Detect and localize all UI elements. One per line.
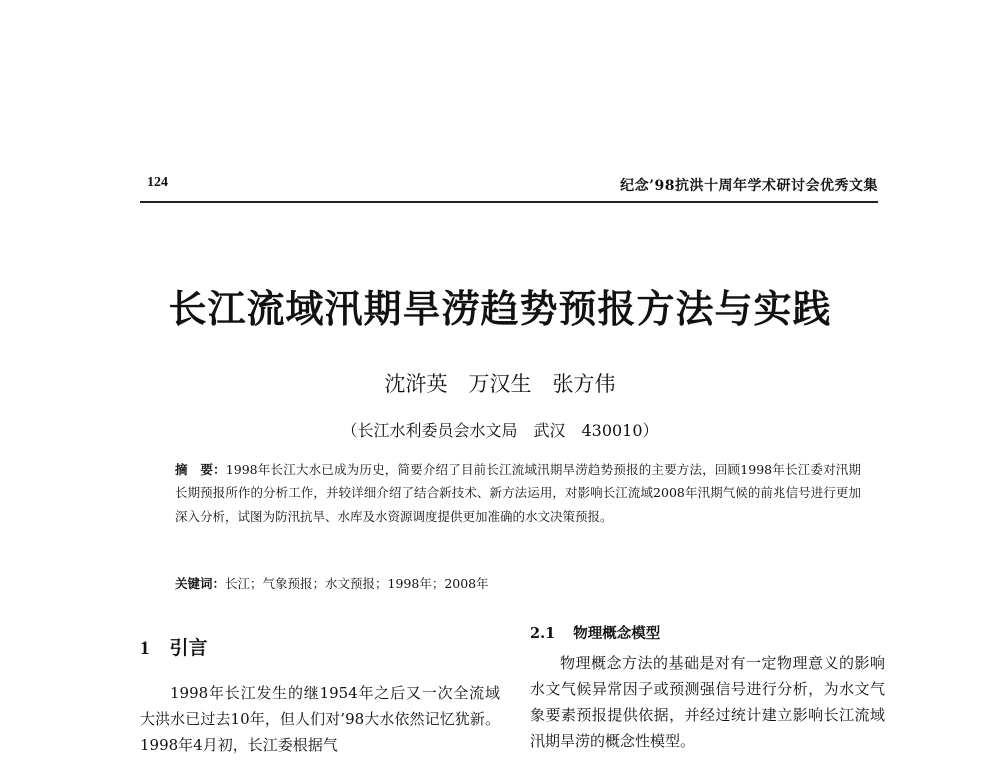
section-1-paragraph: 1998年长江发生的继1954年之后又一次全流域大洪水已过去10年，但人们对’98大水依然记忆犹新。1998年4月初，长江委根据气 — [140, 684, 500, 754]
keywords-label: 关键词： — [175, 576, 226, 591]
subsection-title: 物理概念模型 — [573, 625, 661, 642]
authors: 沈浒英 万汉生 张方伟 — [384, 372, 616, 396]
header-rule — [140, 201, 878, 203]
subsection-number: 2.1 — [530, 625, 556, 642]
section-title: 引言 — [169, 637, 208, 659]
abstract-text: 1998年长江大水已成为历史，简要介绍了目前长江流域汛期旱涝趋势预报的主要方法，回顾1998年长江委对汛期长期预报所作的分析工作，并较详细介绍了结合新技术、新方法运用，对影响长江流域2008年汛期气候的前兆信号进行更加深入分析，试图为防汛抗旱、水库及水资源调度提供更加准确的水文决策预报。 — [175, 462, 861, 524]
abstract — [175, 458, 861, 528]
keywords — [175, 574, 489, 592]
section-number: 1 — [140, 638, 150, 659]
running-title: 纪念’98抗洪十周年学术研讨会优秀文集 — [620, 178, 878, 194]
section-1-heading — [140, 633, 208, 660]
affiliation: （长江水利委员会水文局 武汉 430010） — [341, 421, 659, 440]
page-number: 124 — [147, 175, 168, 190]
keywords-text: 长江；气象预报；水文预报；1998年；2008年 — [225, 576, 489, 591]
article-title: 长江流域汛期旱涝趋势预报方法与实践 — [168, 287, 832, 331]
abstract-label: 摘 要： — [175, 462, 226, 477]
subsection-2-1-paragraph: 物理概念方法的基础是对有一定物理意义的影响水文气候异常因子或预测强信号进行分析，为水文气象要素预报提供依据，并经过统计建立影响长江流域汛期旱涝的概念性模型。 — [530, 654, 885, 750]
subsection-2-1-heading — [530, 622, 660, 643]
